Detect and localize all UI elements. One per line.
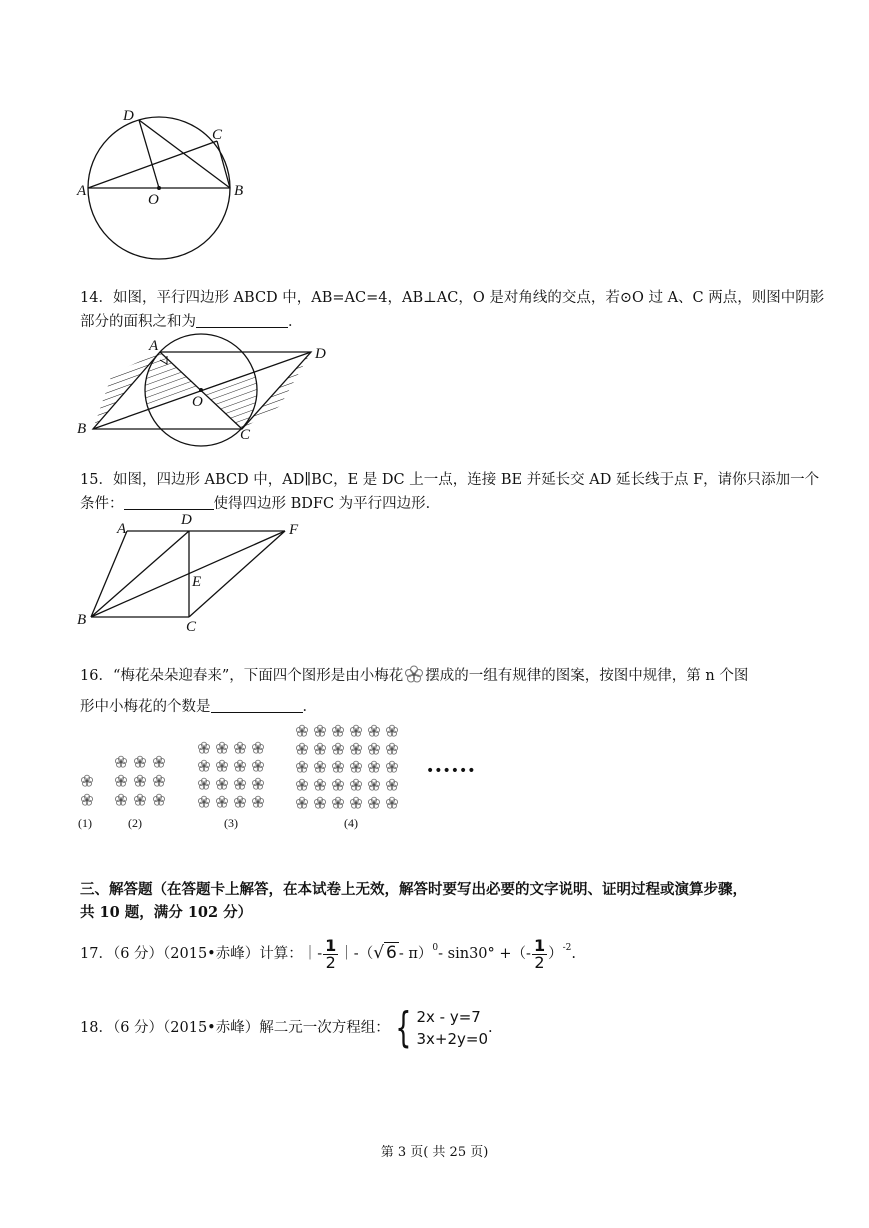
q15-line2-post: 使得四边形 BDFC 为平行四边形． [213,496,441,512]
label-c: C [186,619,197,635]
flower-icon [350,761,361,772]
flower-icon [252,796,263,807]
q14-line2-post: ． [288,314,303,330]
flower-icon [296,743,307,754]
q17-paren-close: ） [548,946,563,962]
pattern-label-3: (3) [224,816,238,830]
label-c: C [240,427,251,443]
q17-zero-exponent: 0 [432,943,439,953]
fraction-numerator: 1 [533,935,546,955]
label-o: O [192,394,203,410]
q15-line1: 15．如图，四边形 ABCD 中，AD∥BC，E 是 DC 上一点，连接 BE 并延长交 AD 延长线于点 F，请你只添加一个 [80,472,820,488]
flower-icon [81,794,92,805]
flower-icon [216,796,227,807]
label-o: O [148,192,159,208]
q17-end: . [571,946,576,962]
q17-minus-pi: - π） [398,946,433,962]
label-d: D [181,512,192,528]
flower-icon [368,743,379,754]
section3-heading-line2: 共 10 题，满分 102 分） [80,904,253,921]
pattern-label-1: (1) [78,816,92,830]
flower-icon [153,756,164,767]
flower-icon [314,761,325,772]
q18-equation-2: 3x+2y=0 [416,1030,489,1048]
label-a: A [117,521,127,537]
flower-icon [252,760,263,771]
q14-line2-pre: 部分的面积之和为 [80,314,196,330]
q17-neg-two-exponent: -2 [562,943,572,953]
flower-icon [115,756,126,767]
flower-icon [198,742,209,753]
q14-line2 [80,312,303,332]
flower-icon [115,794,126,805]
q16-line2-post: ． [302,699,317,715]
label-d: D [123,108,134,124]
quadrilateral-figure-q15 [75,514,315,634]
flower-icon [134,794,145,805]
flower-icon [234,760,245,771]
q18 [80,1003,493,1053]
label-a: A [149,338,159,354]
fraction-denominator: 2 [534,952,545,972]
flower-icon [403,665,425,689]
flower-icon [115,775,126,786]
flower-icon [314,725,325,736]
q15-line2-pre: 条件： [80,496,124,512]
flower-icon [368,797,379,808]
fraction-numerator: 1 [325,935,337,955]
q18-equation-1: 2x - y=7 [416,1008,481,1026]
flower-icon [216,742,227,753]
flower-icon [81,775,92,786]
q17-half-fraction-2 [532,935,547,972]
flower-icon [350,725,361,736]
q14-line1: 14．如图，平行四边形 ABCD 中，AB=AC=4，AB⊥AC，O 是对角线的交点，若⊙O 过 A、C 两点，则图中阴影 [80,290,825,306]
q14-answer-blank[interactable] [196,313,288,328]
flower-icon [296,797,307,808]
q16-answer-blank[interactable] [211,698,303,713]
q17-prefix: 17．（6 分）（2015•赤峰）计算： [80,946,303,962]
left-brace-icon: { [395,1003,412,1052]
q16-line1-pre: 16．“梅花朵朵迎春来”，下面四个图形是由小梅花 [80,668,404,684]
pattern-label-2: (2) [128,816,142,830]
flower-icon [314,797,325,808]
flower-icon [153,775,164,786]
circle-figure-q13 [75,105,255,265]
pattern-label-4: (4) [344,816,358,830]
label-e: E [192,574,202,590]
flower-icon [386,779,397,790]
q16-line1 [80,665,748,689]
flower-icon [296,761,307,772]
flower-icon [234,796,245,807]
flower-icon [386,743,397,754]
q18-equation-system [390,1003,489,1052]
flower-icon [216,778,227,789]
flower-icon [252,778,263,789]
q17-sqrt [373,942,399,963]
flower-icon [350,743,361,754]
flower-icon [368,779,379,790]
label-b: B [234,183,244,199]
parallelogram-circle-figure-q14 [75,334,335,444]
flower-icon [332,797,343,808]
label-c: C [212,127,223,143]
label-b: B [77,612,87,628]
flower-icon [368,761,379,772]
flower-icon [198,760,209,771]
flower-icon [332,725,343,736]
section3-heading-line1: 三、解答题（在答题卡上解答，在本试卷上无效，解答时要写出必要的文字说明、证明过程或演算步骤， [80,881,747,898]
q17-abs-open: ｜- [302,946,323,962]
label-a: A [77,183,87,199]
q15-line2 [80,494,440,514]
q17-half-fraction [323,935,338,972]
flower-icon [368,725,379,736]
flower-icon [314,779,325,790]
label-f: F [289,522,299,538]
flower-pattern-figures [76,724,476,834]
flower-icon [234,778,245,789]
flower-icon [216,760,227,771]
flower-icon [314,743,325,754]
flower-icon [350,797,361,808]
flower-icon [296,725,307,736]
q15-answer-blank[interactable] [124,495,214,510]
flower-icon [386,761,397,772]
flower-icon [296,779,307,790]
q17-abs-close: ｜-（ [339,946,374,962]
sqrt-radicand: 6 [386,943,397,963]
q16-line2 [80,697,317,717]
flower-icon [386,725,397,736]
flower-icon [234,742,245,753]
flower-icon [198,778,209,789]
flower-icon [332,761,343,772]
q18-end: . [488,1020,493,1036]
flower-icon [350,779,361,790]
flower-icon [252,742,263,753]
flower-icon [153,794,164,805]
q16-line1-post: 摆成的一组有规律的图案，按图中规律，第 n 个图 [425,668,749,684]
flower-icon [332,779,343,790]
label-d: D [315,346,326,362]
sqrt-sign: √ [373,943,385,963]
flower-icon [134,775,145,786]
q17-sin-part: - sin30° +（- [438,946,531,962]
continuation-ellipsis: •••••• [426,763,476,779]
q18-prefix: 18．（6 分）（2015•赤峰）解二元一次方程组： [80,1020,390,1036]
q17 [80,928,576,972]
fraction-denominator: 2 [325,952,336,972]
label-b: B [77,421,87,437]
flower-icon [198,796,209,807]
flower-icon [386,797,397,808]
flower-icon [332,743,343,754]
page-footer: 第 3 页( 共 25 页) [380,1145,489,1160]
q16-line2-pre: 形中小梅花的个数是 [80,699,211,715]
flower-icon [134,756,145,767]
